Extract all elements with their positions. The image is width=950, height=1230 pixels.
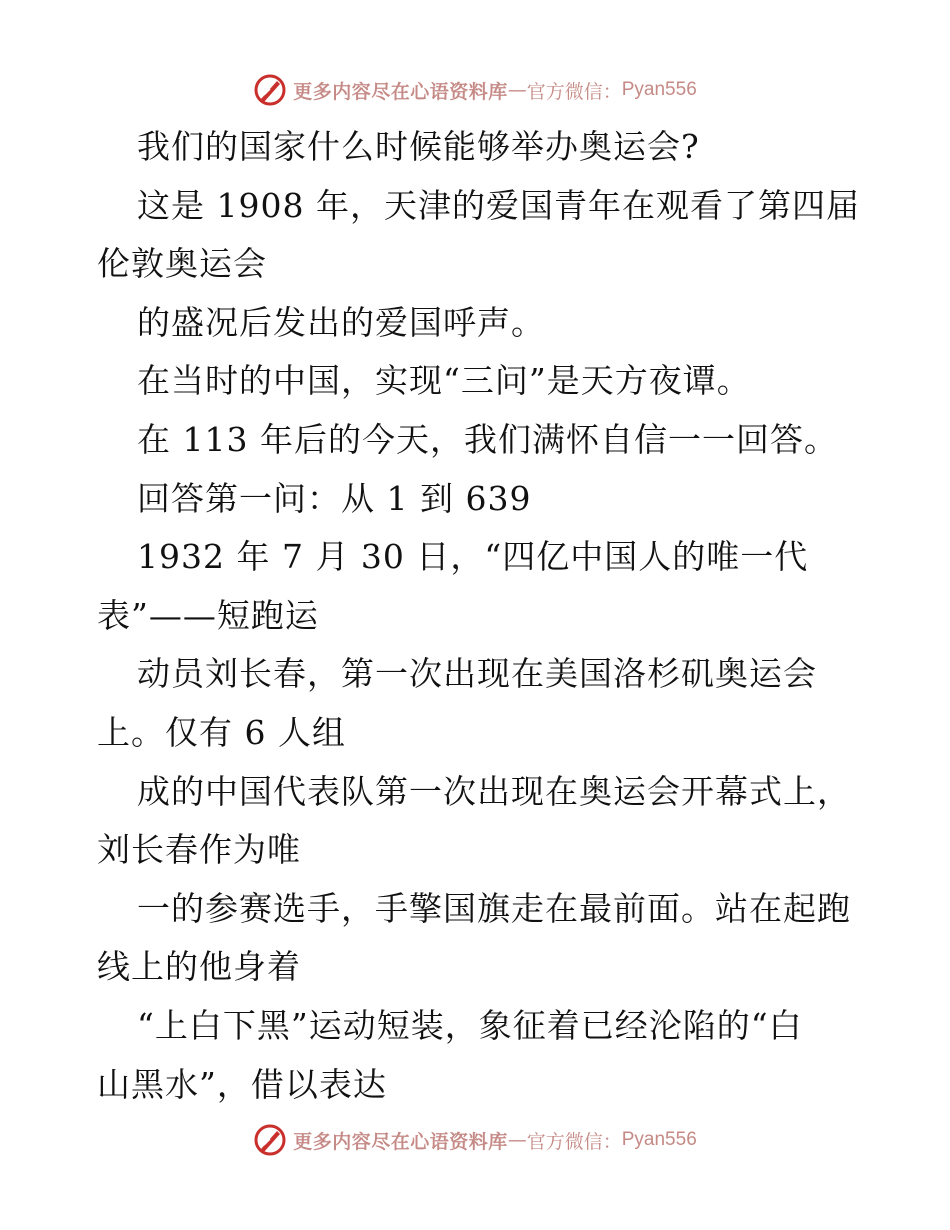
body-line: 刘长春作为唯	[97, 830, 301, 870]
document-body	[97, 118, 860, 1114]
body-line: 动员刘长春，第一次出现在美国洛杉矶奥运会	[137, 654, 817, 694]
body-line: 成的中国代表队第一次出现在奥运会开幕式上，	[137, 771, 851, 811]
quill-pen-logo-icon	[253, 73, 287, 107]
body-line: 上。仅有 6 人组	[97, 712, 346, 752]
footer-wechat-label: 官方微信：	[526, 1130, 622, 1153]
footer-dash: —	[507, 1129, 527, 1151]
header-wechat-label: 官方微信：	[526, 80, 622, 103]
body-line: 伦敦奥运会	[97, 244, 267, 284]
body-line: 表”——短跑运	[97, 595, 319, 635]
header-banner	[0, 70, 950, 110]
quill-pen-logo-icon	[253, 1123, 287, 1157]
body-line: “上白下黑”运动短装，象征着已经沦陷的“白	[137, 1005, 803, 1045]
header-brand-text: 更多内容尽在心语资料库	[293, 80, 508, 103]
body-line: 一的参赛选手，手擎国旗走在最前面。站在起跑	[137, 888, 851, 928]
body-line: 这是 1908 年，天津的爱国青年在观看了第四届	[137, 185, 860, 225]
body-line: 的盛况后发出的爱国呼声。	[137, 302, 545, 342]
body-line: 山黑水”，借以表达	[97, 1064, 387, 1104]
header-wechat-id: Pyan556	[621, 79, 697, 100]
body-line: 回答第一问：从 1 到 639	[137, 478, 532, 518]
footer-banner-content	[253, 1123, 697, 1157]
body-line: 我们的国家什么时候能够举办奥运会?	[137, 127, 700, 166]
footer-wechat-id: Pyan556	[621, 1129, 697, 1150]
body-line: 在当时的中国，实现“三问”是天方夜谭。	[137, 361, 751, 401]
footer-banner	[0, 1120, 950, 1160]
body-line: 在 113 年后的今天，我们满怀自信一一回答。	[137, 419, 838, 459]
header-banner-content	[253, 73, 697, 107]
header-dash: —	[507, 79, 527, 101]
body-line: 线上的他身着	[97, 947, 301, 987]
body-line: 1932 年 7 月 30 日，“四亿中国人的唯一代	[137, 537, 809, 577]
footer-brand-text: 更多内容尽在心语资料库	[293, 1130, 508, 1153]
